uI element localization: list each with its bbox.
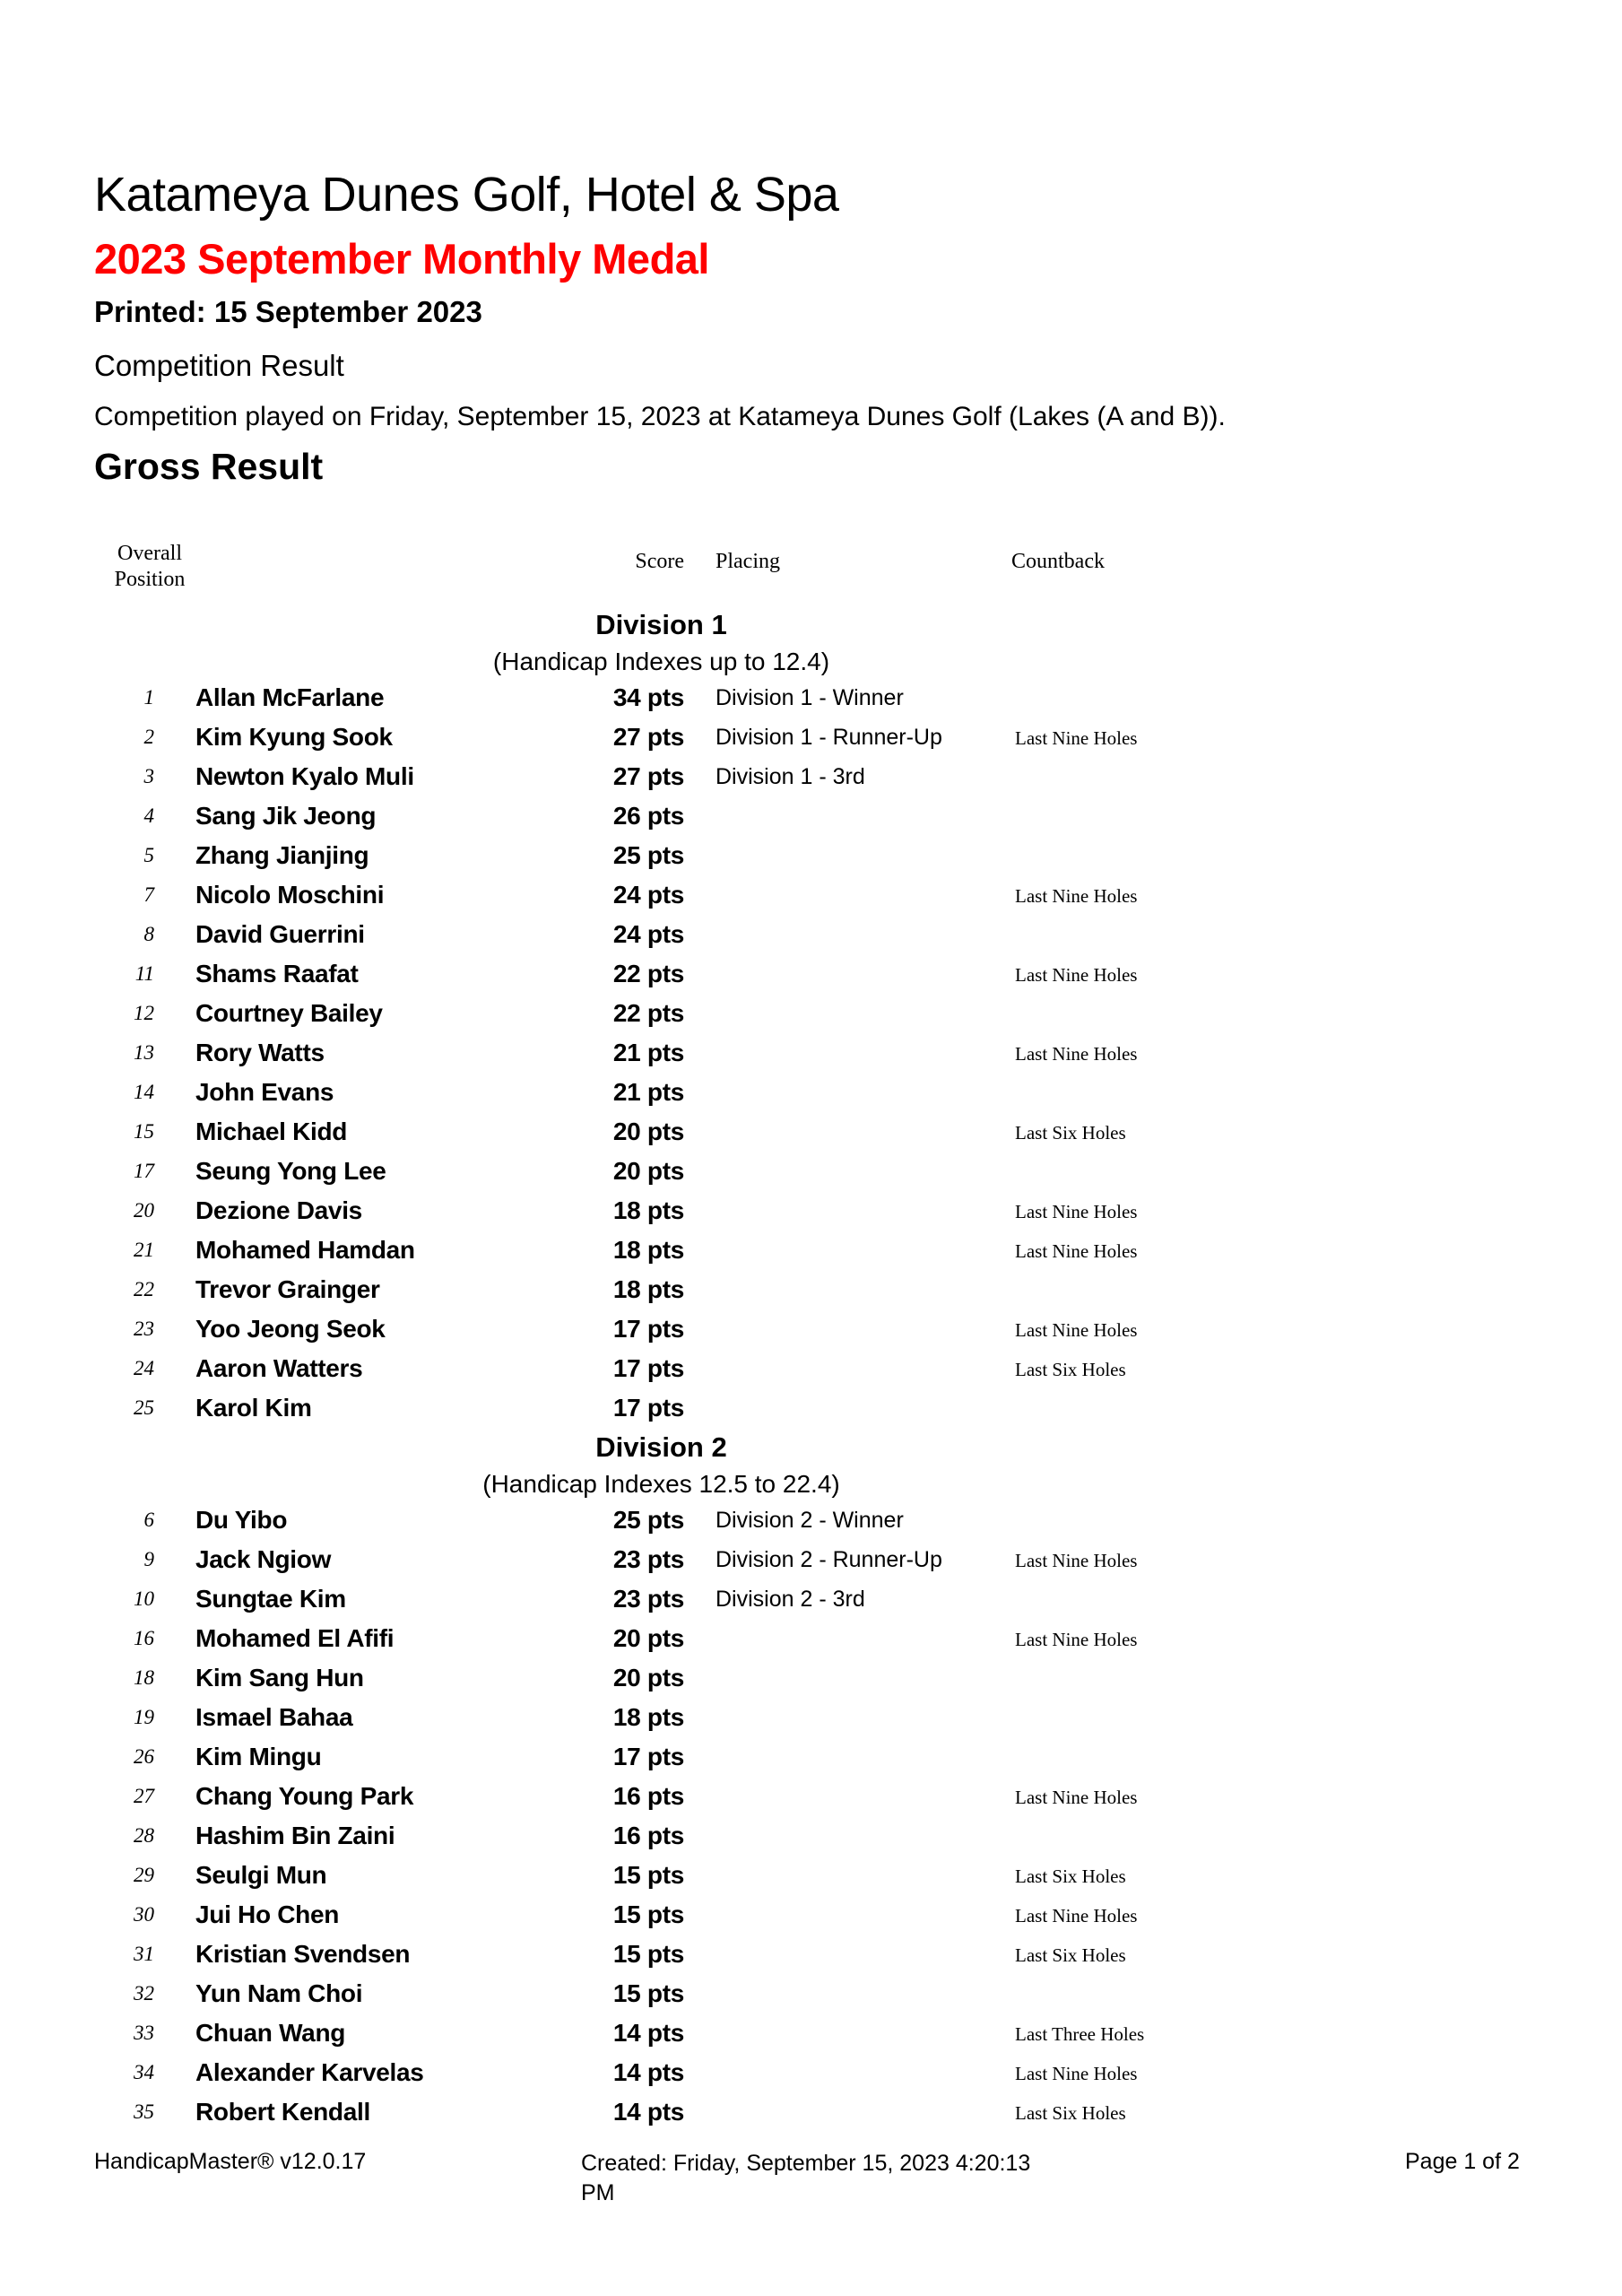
division-section (94, 611, 1528, 1433)
row-overall-position: 13 (134, 1041, 154, 1064)
row-score: 15 pts (612, 1940, 684, 1968)
division-section (94, 1433, 1528, 2137)
row-player-name: Trevor Grainger (195, 1275, 380, 1303)
table-row (94, 841, 1528, 881)
row-player-name: Shams Raafat (195, 960, 359, 987)
row-score: 21 pts (612, 1078, 684, 1106)
row-score: 17 pts (612, 1743, 684, 1770)
software-version: HandicapMaster® v12.0.17 (94, 2149, 367, 2174)
page-number: Page 1 of 2 (1405, 2149, 1520, 2174)
row-overall-position: 15 (134, 1120, 154, 1143)
row-overall-position: 26 (134, 1745, 154, 1768)
row-score: 16 pts (612, 1782, 684, 1810)
row-placing: Division 2 - Winner (716, 1508, 904, 1533)
row-score: 23 pts (612, 1545, 684, 1573)
row-countback: Last Six Holes (1015, 2102, 1126, 2124)
row-score: 17 pts (612, 1394, 684, 1422)
row-countback: Last Nine Holes (1015, 1043, 1138, 1065)
row-player-name: Chuan Wang (195, 2019, 346, 2047)
table-row (94, 1979, 1528, 2019)
row-overall-position: 34 (134, 2061, 154, 2083)
table-row (94, 1236, 1528, 1275)
column-header-placing: Placing (716, 550, 780, 573)
row-overall-position: 27 (134, 1785, 154, 1807)
row-player-name: Zhang Jianjing (195, 841, 369, 869)
table-row (94, 1940, 1528, 1979)
row-score: 20 pts (612, 1624, 684, 1652)
table-row (94, 1118, 1528, 1157)
row-player-name: Jui Ho Chen (195, 1900, 340, 1928)
row-placing: Division 1 - Winner (716, 685, 904, 710)
row-countback: Last Six Holes (1015, 1359, 1126, 1380)
row-score: 18 pts (612, 1703, 684, 1731)
table-row (94, 1624, 1528, 1664)
column-header-overall-line2: Position (114, 568, 186, 591)
row-player-name: Allan McFarlane (195, 683, 385, 711)
column-header-overall-position (103, 541, 196, 593)
row-overall-position: 28 (134, 1824, 154, 1847)
row-overall-position: 22 (134, 1278, 154, 1300)
row-score: 18 pts (612, 1196, 684, 1224)
row-overall-position: 24 (134, 1357, 154, 1379)
table-row (94, 2019, 1528, 2058)
row-countback: Last Nine Holes (1015, 2063, 1138, 2084)
row-score: 22 pts (612, 999, 684, 1027)
row-overall-position: 11 (134, 962, 154, 985)
division-rows (94, 683, 1528, 1433)
row-player-name: Kim Mingu (195, 1743, 322, 1770)
table-row (94, 1315, 1528, 1354)
row-overall-position: 25 (134, 1396, 154, 1419)
row-score: 27 pts (612, 762, 684, 790)
table-row (94, 723, 1528, 762)
row-placing: Division 1 - Runner-Up (716, 725, 942, 750)
row-player-name: Jack Ngiow (195, 1545, 332, 1573)
row-player-name: Newton Kyalo Muli (195, 762, 414, 790)
created-timestamp-line1: Created: Friday, September 15, 2023 4:20:13 (581, 2151, 1031, 2176)
division-subtitle: (Handicap Indexes 12.5 to 22.4) (482, 1470, 840, 1498)
row-countback: Last Nine Holes (1015, 1201, 1138, 1222)
row-player-name: Michael Kidd (195, 1118, 348, 1145)
division-rows (94, 1506, 1528, 2137)
row-countback: Last Nine Holes (1015, 1787, 1138, 1808)
row-placing: Division 2 - 3rd (716, 1587, 865, 1612)
table-row (94, 1703, 1528, 1743)
row-overall-position: 30 (134, 1903, 154, 1926)
row-countback: Last Six Holes (1015, 1866, 1126, 1887)
table-row (94, 1585, 1528, 1624)
printed-date: Printed: 15 September 2023 (94, 295, 482, 328)
row-player-name: Mohamed El Afifi (195, 1624, 395, 1652)
table-row (94, 1039, 1528, 1078)
row-overall-position: 32 (134, 1982, 154, 2005)
row-placing: Division 1 - 3rd (716, 764, 865, 789)
row-overall-position: 16 (134, 1627, 154, 1649)
row-player-name: Du Yibo (195, 1506, 288, 1534)
row-score: 24 pts (612, 920, 684, 948)
row-countback: Last Nine Holes (1015, 1319, 1138, 1341)
table-column-headers (94, 541, 1528, 596)
row-score: 20 pts (612, 1664, 684, 1692)
row-score: 23 pts (612, 1585, 684, 1613)
row-overall-position: 10 (134, 1587, 154, 1610)
competition-title: 2023 September Monthly Medal (94, 235, 709, 283)
row-countback: Last Nine Holes (1015, 964, 1138, 986)
row-overall-position: 2 (143, 726, 154, 748)
table-row (94, 999, 1528, 1039)
row-score: 20 pts (612, 1157, 684, 1185)
row-player-name: Kristian Svendsen (195, 1940, 411, 1968)
row-overall-position: 35 (134, 2100, 154, 2123)
created-timestamp-line2: PM (581, 2180, 615, 2205)
row-score: 22 pts (612, 960, 684, 987)
row-score: 15 pts (612, 1900, 684, 1928)
row-overall-position: 18 (134, 1666, 154, 1689)
row-player-name: Seung Yong Lee (195, 1157, 386, 1185)
division-subtitle: (Handicap Indexes up to 12.4) (492, 648, 830, 675)
table-row (94, 1506, 1528, 1545)
report-type: Competition Result (94, 349, 344, 382)
row-countback: Last Three Holes (1015, 2023, 1145, 2045)
row-score: 18 pts (612, 1275, 684, 1303)
row-overall-position: 23 (134, 1318, 154, 1340)
row-score: 34 pts (612, 683, 684, 711)
table-row (94, 1664, 1528, 1703)
row-overall-position: 21 (134, 1239, 154, 1261)
row-player-name: Hashim Bin Zaini (195, 1822, 395, 1849)
row-score: 14 pts (612, 2098, 684, 2126)
row-overall-position: 3 (143, 765, 154, 787)
row-overall-position: 29 (134, 1864, 154, 1886)
table-row (94, 802, 1528, 841)
row-player-name: Robert Kendall (195, 2098, 370, 2126)
table-row (94, 881, 1528, 920)
table-row (94, 762, 1528, 802)
row-score: 25 pts (612, 841, 684, 869)
row-player-name: Ismael Bahaa (195, 1703, 353, 1731)
row-placing: Division 2 - Runner-Up (716, 1547, 942, 1572)
row-player-name: Seulgi Mun (195, 1861, 327, 1889)
row-player-name: Chang Young Park (195, 1782, 414, 1810)
table-row (94, 2098, 1528, 2137)
table-row (94, 683, 1528, 723)
row-player-name: Sang Jik Jeong (195, 802, 377, 830)
row-score: 16 pts (612, 1822, 684, 1849)
row-overall-position: 17 (134, 1160, 154, 1182)
row-player-name: Karol Kim (195, 1394, 312, 1422)
table-row (94, 1078, 1528, 1118)
row-player-name: Kim Kyung Sook (195, 723, 393, 751)
row-score: 18 pts (612, 1236, 684, 1264)
table-row (94, 1822, 1528, 1861)
table-row (94, 1354, 1528, 1394)
row-overall-position: 19 (134, 1706, 154, 1728)
row-score: 14 pts (612, 2019, 684, 2047)
table-row (94, 1545, 1528, 1585)
row-player-name: Mohamed Hamdan (195, 1236, 415, 1264)
table-row (94, 1394, 1528, 1433)
club-name: Katameya Dunes Golf, Hotel & Spa (94, 168, 839, 222)
column-header-countback: Countback (1011, 550, 1105, 573)
table-row (94, 1157, 1528, 1196)
row-player-name: Courtney Bailey (195, 999, 383, 1027)
row-player-name: Yoo Jeong Seok (195, 1315, 386, 1343)
row-overall-position: 31 (134, 1943, 154, 1965)
row-countback: Last Nine Holes (1015, 1629, 1138, 1650)
row-countback: Last Nine Holes (1015, 1240, 1138, 1262)
row-score: 17 pts (612, 1315, 684, 1343)
row-player-name: Alexander Karvelas (195, 2058, 424, 2086)
row-player-name: Dezione Davis (195, 1196, 362, 1224)
row-overall-position: 5 (143, 844, 154, 866)
table-row (94, 1275, 1528, 1315)
row-score: 20 pts (612, 1118, 684, 1145)
row-overall-position: 7 (143, 883, 154, 906)
row-overall-position: 1 (143, 686, 154, 709)
competition-description: Competition played on Friday, September 15, 2023 at Katameya Dunes Golf (Lakes (A and B)). (94, 402, 1226, 431)
row-countback: Last Six Holes (1015, 1944, 1126, 1966)
row-player-name: Sungtae Kim (195, 1585, 346, 1613)
row-overall-position: 14 (134, 1081, 154, 1103)
division-title: Division 2 (595, 1431, 727, 1463)
row-score: 17 pts (612, 1354, 684, 1382)
row-score: 27 pts (612, 723, 684, 751)
row-countback: Last Nine Holes (1015, 1550, 1138, 1571)
table-row (94, 1900, 1528, 1940)
row-score: 15 pts (612, 1979, 684, 2007)
row-score: 21 pts (612, 1039, 684, 1066)
table-row (94, 1861, 1528, 1900)
row-player-name: Yun Nam Choi (195, 1979, 363, 2007)
section-title: Gross Result (94, 446, 324, 487)
row-overall-position: 20 (134, 1199, 154, 1222)
row-overall-position: 12 (134, 1002, 154, 1024)
row-player-name: John Evans (195, 1078, 334, 1106)
created-timestamp (581, 2149, 1065, 2208)
divisions (94, 611, 1528, 2137)
row-countback: Last Nine Holes (1015, 1905, 1138, 1926)
row-countback: Last Nine Holes (1015, 727, 1138, 749)
table-row (94, 1743, 1528, 1782)
row-player-name: Aaron Watters (195, 1354, 363, 1382)
column-header-overall-line1: Overall (117, 542, 182, 565)
row-score: 25 pts (612, 1506, 684, 1534)
row-overall-position: 33 (134, 2022, 154, 2044)
row-player-name: David Guerrini (195, 920, 365, 948)
row-player-name: Nicolo Moschini (195, 881, 385, 909)
table-row (94, 960, 1528, 999)
row-score: 24 pts (612, 881, 684, 909)
row-overall-position: 6 (143, 1509, 154, 1531)
row-score: 14 pts (612, 2058, 684, 2086)
row-player-name: Rory Watts (195, 1039, 325, 1066)
row-score: 26 pts (612, 802, 684, 830)
row-overall-position: 8 (143, 923, 154, 945)
row-player-name: Kim Sang Hun (195, 1664, 364, 1692)
table-row (94, 1196, 1528, 1236)
row-overall-position: 4 (143, 804, 154, 827)
table-row (94, 2058, 1528, 2098)
table-row (94, 1782, 1528, 1822)
column-header-score: Score (635, 550, 684, 573)
table-row (94, 920, 1528, 960)
row-score: 15 pts (612, 1861, 684, 1889)
row-countback: Last Nine Holes (1015, 885, 1138, 907)
division-title: Division 1 (595, 609, 727, 640)
row-overall-position: 9 (143, 1548, 154, 1570)
row-countback: Last Six Holes (1015, 1122, 1126, 1144)
